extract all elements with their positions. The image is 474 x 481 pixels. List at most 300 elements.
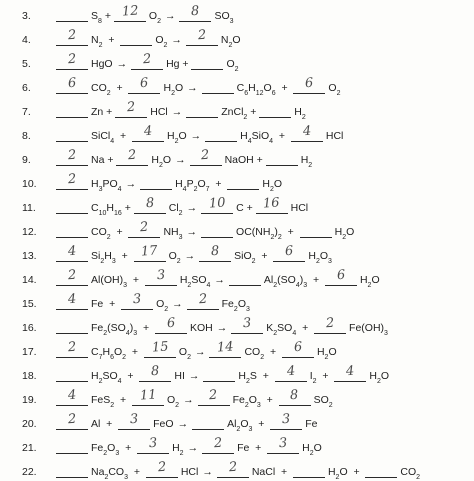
formula-text: + [209,178,228,190]
equation-number: 16. [22,322,37,334]
equation-row: 17. 2 C 7 H 6 O 2 + 15 O 2 → 14 CO 2 + 6 H 2 O [22,339,337,361]
handwritten-coefficient: 2 [126,99,136,116]
formula-text: C + [236,202,256,214]
formula-text: Fe + [91,298,122,310]
coefficient-blank[interactable] [56,29,88,46]
reaction-arrow-icon: → [177,418,189,430]
coefficient-blank[interactable] [291,125,323,142]
handwritten-coefficient: 2 [228,459,238,476]
coefficient-blank[interactable] [56,77,88,94]
handwritten-coefficient: 2 [197,291,208,308]
handwritten-coefficient: 4 [67,387,77,404]
formula-text: Al [227,418,237,430]
formula-text: Hg + [166,58,192,70]
handwritten-coefficient: 8 [289,387,300,404]
coefficient-blank[interactable] [56,5,88,22]
coefficient-blank[interactable] [198,389,230,406]
formula-text: Cl [168,202,179,214]
formula-text: SO [313,394,329,406]
formula-text: Fe + [237,442,268,454]
handwritten-coefficient: 2 [67,147,77,164]
coefficient-blank[interactable] [293,461,325,478]
coefficient-blank[interactable] [56,53,88,70]
coefficient-blank[interactable] [179,5,211,22]
reaction-arrow-icon: → [216,322,228,334]
formula-text: SO [214,10,230,22]
handwritten-coefficient: 4 [302,123,312,140]
coefficient-blank[interactable] [201,221,233,238]
handwritten-coefficient: 8 [150,363,161,380]
coefficient-blank[interactable] [334,365,366,382]
formula-text: CO [108,466,125,478]
reaction-arrow-icon: → [171,34,182,46]
equation-number: 8. [22,130,31,142]
formula-text: Al + [91,418,119,430]
coefficient-blank[interactable] [132,389,164,406]
formula-text: + [110,82,129,94]
handwritten-coefficient: 4 [143,123,153,140]
formula-text: H [294,106,302,118]
formula-text: SiO [234,250,252,262]
equation-row: 6. 6 CO 2 + 6 H 2 O → C 6 H 12 O 6 + 6 O 2 [22,75,341,97]
coefficient-blank[interactable] [227,173,259,190]
formula-text: SiCl [91,130,111,142]
handwritten-coefficient: 2 [67,339,77,356]
coefficient-blank[interactable] [56,101,88,118]
formula-text: H [175,178,183,190]
formula-text: O [248,394,257,406]
coefficient-blank[interactable] [56,389,88,406]
formula-text: NaCl + [251,466,293,478]
coefficient-blank[interactable] [56,125,88,142]
formula-text: O [263,82,272,94]
coefficient-blank[interactable] [293,77,325,94]
equation-number: 4. [22,34,31,46]
reaction-arrow-icon: → [164,10,176,22]
formula-text: FeO [153,418,174,430]
formula-text: Na [91,466,105,478]
formula-text: H [240,130,248,142]
formula-text: Fe(OH) [349,322,385,334]
equation-row: 10. 2 H 3 PO 4 → H 4 P 2 O 7 + H 2 O [22,171,283,193]
coefficient-blank[interactable] [229,269,261,286]
handwritten-coefficient: 3 [148,435,158,452]
formula-text: Fe [305,418,318,430]
coefficient-blank[interactable] [186,29,218,46]
handwritten-coefficient: 6 [67,75,77,92]
formula-text: O [371,274,380,286]
coefficient-blank[interactable] [325,269,357,286]
equation-row: 8. SiCl 4 + 4 H 2 O → H 4 SiO 4 + 4 HCl [22,123,344,145]
coefficient-blank[interactable] [190,149,222,166]
formula-text: O + [339,466,366,478]
formula-text: O [197,178,206,190]
formula-text: H [91,370,99,382]
formula-text: O [166,394,176,406]
formula-text: + [102,34,121,46]
formula-text: HCl [150,106,168,118]
equation-number: 12. [22,226,37,238]
equation-number: 14. [22,274,37,286]
reaction-arrow-icon: → [172,298,183,310]
handwritten-coefficient: 2 [157,459,167,476]
handwritten-coefficient: 12 [121,3,139,20]
coefficient-blank[interactable] [121,293,153,310]
formula-text: H [308,250,316,262]
formula-text: Zn + [91,106,116,118]
formula-text: Fe [221,298,234,310]
formula-text: H [166,130,175,142]
formula-text: ) [129,322,134,334]
equation-number: 15. [22,298,37,310]
formula-text: O [174,82,184,94]
formula-text: NH [163,226,179,238]
formula-text: + [137,322,155,334]
handwritten-coefficient: 6 [139,75,150,92]
equation-number: 3. [22,10,31,22]
formula-text: Al(OH) [91,274,124,286]
reaction-arrow-icon: → [188,370,200,382]
equation-number: 5. [22,58,31,70]
formula-text: OC(NH [236,226,271,238]
formula-text: O [237,298,246,310]
coefficient-blank[interactable] [137,437,169,454]
formula-text: + [115,250,134,262]
formula-text: H [102,346,111,358]
coefficient-blank[interactable] [187,293,219,310]
formula-text: + [126,346,144,358]
handwritten-coefficient: 6 [304,75,315,92]
formula-text: O [168,250,177,262]
formula-text: HI [174,370,185,382]
handwritten-coefficient: 11 [139,387,157,404]
formula-text: O [156,298,165,310]
formula-text: I [309,370,313,382]
formula-text: + [121,202,134,214]
handwritten-coefficient: 14 [216,339,235,356]
formula-text: + [110,226,129,238]
reaction-arrow-icon: → [190,130,202,142]
formula-text: + [316,370,335,382]
equation-number: 20. [22,418,37,430]
coefficient-blank[interactable] [56,245,88,262]
coefficient-blank[interactable] [116,149,148,166]
handwritten-coefficient: 2 [142,51,152,68]
formula-text: + [264,346,282,358]
coefficient-blank[interactable] [201,197,233,214]
coefficient-blank[interactable] [275,365,307,382]
coefficient-blank[interactable] [267,437,299,454]
equation-number: 13. [22,250,37,262]
equation-row: 9. 2 Na + 2 H 2 O → 2 NaOH + H 2 [22,147,313,169]
formula-text: + [114,130,132,142]
coefficient-blank[interactable] [134,245,166,262]
coefficient-blank[interactable] [282,341,314,358]
formula-text: H [359,274,368,286]
equation-row: 11. C 10 H 16 + 8 Cl 2 → 10 C + 16 HCl [22,195,309,217]
equation-row: 12. CO 2 + 2 NH 3 → OC(NH 2 ) 2 + H 2 O [22,219,355,241]
equation-row: 16. Fe 2 (SO 4 ) 3 + 6 KOH → 3 K 2 SO 4 + 2 Fe(OH) 3 [22,315,388,337]
formula-text: ) [274,226,278,238]
formula-text: + [275,82,294,94]
formula-text: H [179,274,188,286]
handwritten-coefficient: 3 [281,411,291,428]
formula-text: H [151,154,159,166]
coefficient-blank[interactable] [56,149,88,166]
formula-text: + [307,274,325,286]
formula-text: O [178,346,188,358]
formula-text: O [226,58,235,70]
handwritten-coefficient: 3 [132,291,142,308]
coefficient-blank[interactable] [279,389,311,406]
equation-row: 4. 2 N 2 + O 2 → 2 N 2 O [22,27,241,49]
coefficient-blank[interactable] [132,125,164,142]
equation-row: 14. 2 Al(OH) 3 + 3 H 2 SO 4 → Al 2 (SO 4 ) 3 + 6 H 2 O [22,267,380,289]
formula-text: O [232,34,241,46]
coefficient-blank[interactable] [139,365,171,382]
handwritten-coefficient: 4 [345,363,355,380]
reaction-arrow-icon: → [194,346,206,358]
handwritten-coefficient: 2 [200,147,211,164]
coefficient-blank[interactable] [203,365,235,382]
formula-text: + [128,466,146,478]
formula-text: H [302,442,310,454]
coefficient-blank[interactable] [202,77,234,94]
handwritten-coefficient: 4 [67,243,77,260]
reaction-arrow-icon: → [184,250,196,262]
formula-text: O [148,10,158,22]
handwritten-coefficient: 2 [325,315,335,332]
handwritten-coefficient: 8 [190,3,201,20]
formula-text: C [91,202,99,214]
formula-text: H [248,82,256,94]
handwritten-coefficient: 3 [242,315,252,332]
coefficient-blank[interactable] [120,29,152,46]
coefficient-blank[interactable] [131,53,163,70]
handwritten-coefficient: 3 [129,411,139,428]
formula-text: + [101,10,114,22]
coefficient-blank[interactable] [115,101,147,118]
formula-text: C [236,82,245,94]
coefficient-blank[interactable] [202,437,234,454]
coefficient-blank[interactable] [217,461,249,478]
formula-text: (SO [277,274,296,286]
reaction-arrow-icon: → [187,442,199,454]
coefficient-blank[interactable] [56,293,88,310]
coefficient-blank[interactable] [56,221,88,238]
coefficient-blank[interactable] [128,77,160,94]
equation-number: 19. [22,394,37,406]
formula-text: Fe [91,442,104,454]
coefficient-blank[interactable] [145,269,177,286]
coefficient-blank[interactable] [56,437,88,454]
formula-text: + [281,226,300,238]
coefficient-blank[interactable] [134,197,166,214]
formula-text: H [172,442,180,454]
coefficient-blank[interactable] [205,125,237,142]
coefficient-blank[interactable] [186,101,218,118]
formula-text: SO [102,370,118,382]
equation-row: 5. 2 HgO → 2 Hg + O 2 [22,51,239,73]
coefficient-blank[interactable] [314,317,346,334]
coefficient-blank[interactable] [56,341,88,358]
coefficient-blank[interactable] [256,197,288,214]
equation-number: 11. [22,202,36,214]
formula-text: P [186,178,194,190]
coefficient-blank[interactable] [259,101,291,118]
formula-text: C [91,346,99,358]
handwritten-coefficient: 2 [67,27,77,44]
formula-text: O [313,442,322,454]
formula-text: + [255,250,274,262]
equation-number: 17. [22,346,37,358]
formula-text: PO [102,178,118,190]
coefficient-blank[interactable] [128,221,160,238]
coefficient-blank[interactable] [56,461,88,478]
equation-row: 13. 4 Si 2 H 3 + 17 O 2 → 8 SiO 2 + 6 H 2 O 3 [22,243,332,265]
coefficient-blank[interactable] [114,5,146,22]
formula-text: HgO [91,58,113,70]
equation-number: 18. [22,370,37,382]
formula-text: Na + [91,154,117,166]
coefficient-blank[interactable] [56,317,88,334]
equation-number: 7. [22,106,31,118]
formula-text: Fe [232,394,245,406]
coefficient-blank[interactable] [270,413,302,430]
equation-row: 7. Zn + 2 HCl → ZnCl 2 + H 2 [22,99,306,121]
formula-text: H [106,202,114,214]
handwritten-coefficient: 8 [210,243,220,260]
formula-text: + [296,322,315,334]
coefficient-blank[interactable] [365,461,397,478]
handwritten-coefficient: 8 [145,195,155,212]
formula-text: SO [277,322,293,334]
formula-text: HCl [325,130,344,142]
handwritten-coefficient: 2 [67,51,77,68]
formula-text: H [91,178,99,190]
formula-text: CO [244,346,261,358]
formula-text: O [273,178,283,190]
handwritten-coefficient: 2 [213,435,223,452]
formula-text: + [273,130,291,142]
formula-text: H [327,466,336,478]
formula-text: H [262,178,270,190]
coefficient-blank[interactable] [192,413,224,430]
formula-text: O [114,346,123,358]
formula-text: HCl [290,202,309,214]
handwritten-coefficient: 2 [67,411,77,428]
formula-text: + [247,106,260,118]
formula-text: + [260,394,279,406]
coefficient-blank[interactable] [191,53,223,70]
equation-row: 22. Na 2 CO 3 + 2 HCl → 2 NaCl + H 2 O + CO 2 [22,459,421,481]
formula-text: O [162,154,172,166]
equation-number: 6. [22,82,31,94]
coefficient-blank[interactable] [56,197,88,214]
coefficient-blank[interactable] [266,149,298,166]
reaction-arrow-icon: → [183,394,194,406]
formula-text: S [91,10,99,22]
coefficient-blank[interactable] [56,173,88,190]
coefficient-blank[interactable] [209,341,241,358]
handwritten-coefficient: 4 [286,363,296,380]
reaction-arrow-icon: → [125,178,137,190]
reaction-arrow-icon: → [202,466,213,478]
coefficient-blank[interactable] [56,365,88,382]
coefficient-blank[interactable] [300,221,332,238]
coefficient-blank[interactable] [144,341,176,358]
formula-text: KOH [189,322,213,334]
formula-text: O [346,226,355,238]
equation-row: 18. H 2 SO 4 + 8 HI → H 2 S + 4 I 2 + 4 H 2 O [22,363,390,385]
reaction-arrow-icon: → [187,82,198,94]
handwritten-coefficient: 3 [278,435,288,452]
formula-text: O [155,34,164,46]
formula-text: FeS [91,394,111,406]
formula-text: H [369,370,377,382]
coefficient-blank[interactable] [146,461,178,478]
formula-text: SO [191,274,207,286]
handwritten-coefficient: 2 [197,27,207,44]
formula-text: H [163,82,172,94]
equation-row: 19. 4 FeS 2 + 11 O 2 → 2 Fe 2 O 3 + 8 SO 2 [22,387,333,409]
equation-row: 21. Fe 2 O 3 + 3 H 2 → 2 Fe + 3 H 2 O [22,435,322,457]
handwritten-coefficient: 2 [127,147,138,164]
coefficient-blank[interactable] [140,173,172,190]
formula-text: O [178,130,187,142]
formula-text: SiO [251,130,270,142]
coefficient-blank[interactable] [118,413,150,430]
coefficient-blank[interactable] [56,269,88,286]
formula-text: S + [249,370,275,382]
reaction-arrow-icon: → [171,106,183,118]
equation-row: 15. 4 Fe + 3 O 2 → 2 Fe 2 O 3 [22,291,250,313]
coefficient-blank[interactable] [199,245,231,262]
handwritten-coefficient: 2 [67,171,77,188]
coefficient-blank[interactable] [155,317,187,334]
formula-text: O [328,346,337,358]
coefficient-blank[interactable] [56,413,88,430]
handwritten-coefficient: 6 [293,339,303,356]
formula-text: O [240,418,249,430]
formula-text: O [380,370,390,382]
handwritten-coefficient: 2 [208,387,219,404]
handwritten-coefficient: 10 [208,195,226,212]
formula-text: Al [263,274,274,286]
handwritten-coefficient: 3 [156,267,166,284]
reaction-arrow-icon: → [175,154,186,166]
formula-text: H [334,226,343,238]
coefficient-blank[interactable] [273,245,305,262]
handwritten-coefficient: 15 [151,339,169,356]
formula-text: O [328,82,337,94]
reaction-arrow-icon: → [186,226,198,238]
coefficient-blank[interactable] [231,317,263,334]
formula-text: H [104,250,112,262]
handwritten-coefficient: 6 [284,243,294,260]
formula-text: + [121,370,140,382]
formula-text: + [127,274,145,286]
equation-number: 9. [22,154,31,166]
reaction-arrow-icon: → [116,58,128,70]
formula-text: NaOH + [224,154,266,166]
formula-text: Si [91,250,101,262]
equation-row: 3. S 8 + 12 O 2 → 8 SO 3 [22,3,234,25]
formula-text: H [238,370,246,382]
formula-text: K [266,322,274,334]
handwritten-coefficient: 16 [262,195,281,212]
handwritten-coefficient: 17 [140,243,159,260]
